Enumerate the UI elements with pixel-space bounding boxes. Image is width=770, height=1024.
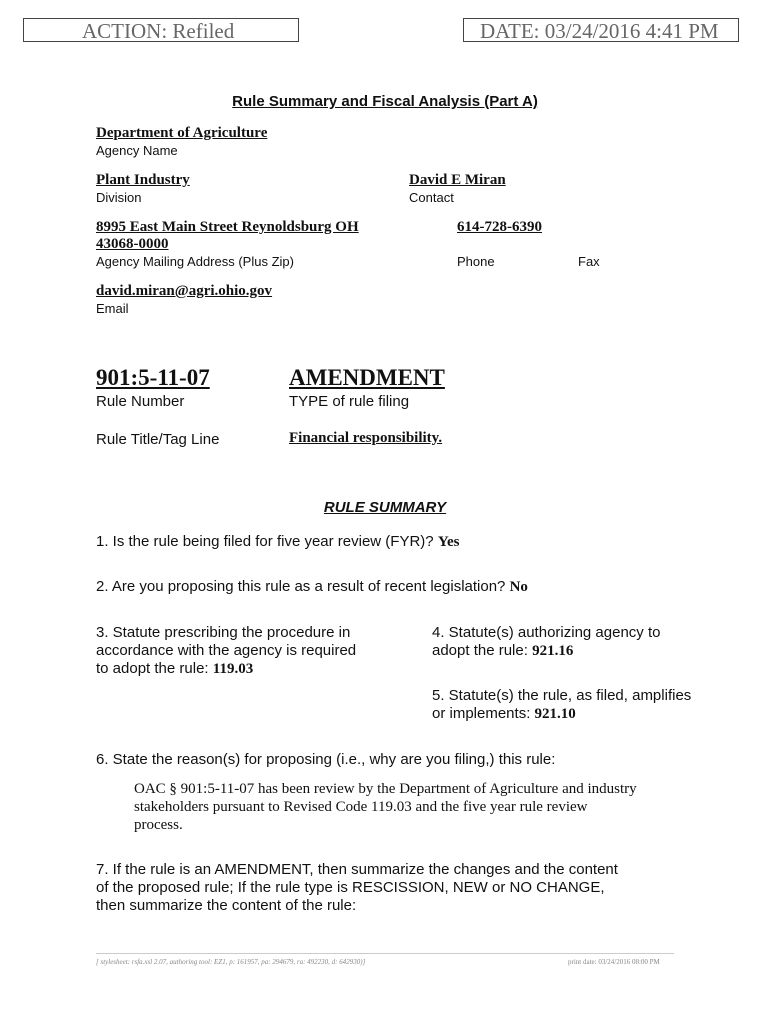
question-4-line1: 4. Statute(s) authorizing agency to (432, 624, 661, 641)
page-title: Rule Summary and Fiscal Analysis (Part A) (232, 93, 538, 110)
contact-label: Contact (409, 190, 454, 205)
question-2 (96, 578, 528, 596)
question-3-line2: accordance with the agency is required (96, 642, 357, 659)
rule-number-label: Rule Number (96, 393, 185, 410)
answer-4: 921.16 (532, 643, 574, 659)
question-3-line1: 3. Statute prescribing the procedure in (96, 624, 351, 641)
question-2-text: 2. Are you proposing this rule as a result of recent legislation? (96, 578, 506, 595)
address-line1: 8995 East Main Street Reynoldsburg OH (96, 219, 359, 235)
answer-2: No (509, 579, 528, 595)
answer-1: Yes (437, 534, 460, 550)
question-3-line3: to adopt the rule: (96, 660, 209, 677)
rule-type: AMENDMENT (289, 365, 445, 390)
rule-type-label: TYPE of rule filing (289, 393, 410, 410)
division: Plant Industry (96, 172, 190, 188)
question-4-line2: adopt the rule: (432, 642, 528, 659)
question-4 (432, 624, 660, 660)
answer-6-line3: process. (134, 817, 183, 833)
agency-name-label: Agency Name (96, 143, 178, 158)
date-box (463, 18, 739, 42)
fax-label: Fax (578, 254, 600, 269)
action-text: ACTION: Refiled (82, 19, 235, 43)
phone: 614-728-6390 (457, 219, 542, 235)
answer-3: 119.03 (212, 661, 254, 677)
rule-title-label: Rule Title/Tag Line (96, 431, 220, 448)
question-5-line1: 5. Statute(s) the rule, as filed, amplifies (432, 687, 692, 704)
question-1-text: 1. Is the rule being filed for five year review (FYR)? (96, 533, 434, 550)
question-7-line3: then summarize the content of the rule: (96, 897, 357, 914)
question-7 (96, 861, 618, 915)
answer-6-line1: OAC § 901:5-11-07 has been review by the Department of Agriculture and industry (134, 781, 637, 797)
answer-5: 921.10 (534, 706, 576, 722)
address-label: Agency Mailing Address (Plus Zip) (96, 254, 294, 269)
agency-name: Department of Agriculture (96, 125, 268, 141)
answer-6 (134, 780, 637, 834)
question-7-line2: of the proposed rule; If the rule type is RESCISSION, NEW or NO CHANGE, (96, 879, 605, 896)
rule-number: 901:5-11-07 (96, 365, 210, 390)
date-text: DATE: 03/24/2016 4:41 PM (480, 19, 719, 43)
email-label: Email (96, 301, 129, 316)
email: david.miran@agri.ohio.gov (96, 283, 273, 299)
rule-title: Financial responsibility. (289, 430, 443, 446)
address-line2: 43068-0000 (96, 236, 169, 252)
footer-stylesheet-info: [ stylesheet: rsfa.xsl 2.07, authoring tool: EZ1, p: 161957, pa: 294679, ra: 492230, d: 642930)] (96, 958, 366, 966)
question-6: 6. State the reason(s) for proposing (i.e., why are you filing,) this rule: (96, 751, 556, 768)
division-label: Division (96, 190, 142, 205)
rule-summary-heading: RULE SUMMARY (323, 499, 447, 516)
answer-6-line2: stakeholders pursuant to Revised Code 119.03 and the five year rule review (134, 799, 588, 815)
footer-print-date: print date: 03/24/2016 08:00 PM (568, 958, 660, 966)
footer-divider (96, 953, 674, 954)
phone-label: Phone (457, 254, 495, 269)
contact: David E Miran (409, 172, 506, 188)
question-1 (96, 533, 459, 551)
question-7-line1: 7. If the rule is an AMENDMENT, then summarize the changes and the content (96, 861, 618, 878)
action-box (23, 18, 299, 42)
question-5 (432, 687, 691, 723)
question-5-line2: or implements: (432, 705, 531, 722)
question-3 (96, 624, 356, 678)
